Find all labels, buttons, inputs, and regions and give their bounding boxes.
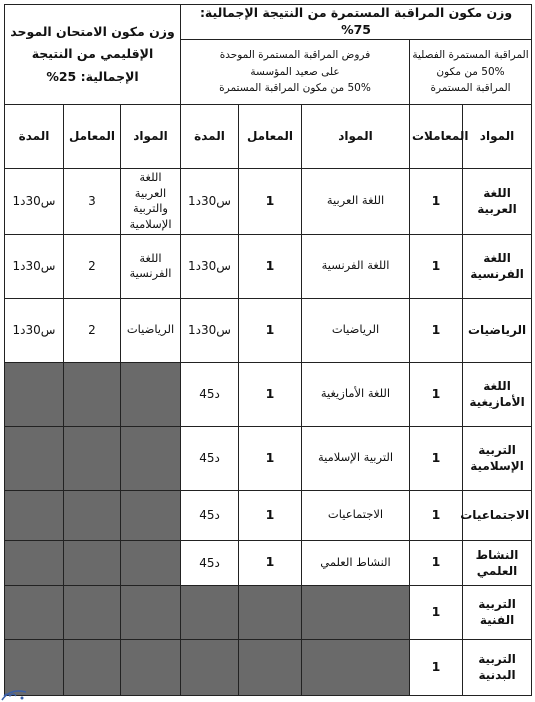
shaded-cell — [64, 426, 121, 490]
subject-cell: التربية الإسلامية — [463, 426, 532, 490]
col-regional-coefficient: المعامل — [64, 104, 121, 168]
unified-coef-cell: 1 — [239, 362, 302, 426]
shaded-cell — [5, 362, 64, 426]
subject-cell: التربية الفنية — [463, 585, 532, 639]
unified-subject-cell: اللغة الفرنسية — [302, 234, 410, 298]
shaded-cell — [302, 585, 410, 639]
shaded-cell — [64, 639, 121, 695]
table-row — [5, 168, 532, 234]
shaded-cell — [64, 585, 121, 639]
table-row — [5, 362, 532, 426]
shaded-cell — [121, 540, 181, 585]
periodic-coef-cell: 1 — [410, 234, 463, 298]
shaded-cell — [5, 540, 64, 585]
subject-cell: اللغة العربية — [463, 168, 532, 234]
unified-duration-cell: 1س30د — [181, 234, 239, 298]
shaded-cell — [64, 362, 121, 426]
regional-coef-cell: 2 — [64, 298, 121, 362]
shaded-cell — [5, 490, 64, 540]
shaded-cell — [302, 639, 410, 695]
subject-cell: النشاط العلمي — [463, 540, 532, 585]
col-regional-duration: المدة — [5, 104, 64, 168]
table-row — [5, 490, 532, 540]
unified-duration-cell: 45د — [181, 362, 239, 426]
shaded-cell — [64, 490, 121, 540]
unified-duration-cell: 45د — [181, 490, 239, 540]
periodic-coef-cell: 1 — [410, 490, 463, 540]
subject-cell: الرياضيات — [463, 298, 532, 362]
periodic-coef-cell: 1 — [410, 585, 463, 639]
shaded-cell — [239, 585, 302, 639]
regional-duration-cell: 1س30د — [5, 168, 64, 234]
table-row — [5, 540, 532, 585]
unified-coef-cell: 1 — [239, 298, 302, 362]
table-row — [5, 426, 532, 490]
shaded-cell — [121, 639, 181, 695]
unified-coef-cell: 1 — [239, 540, 302, 585]
regional-exam-header: وزن مكون الامتحان الموحد الإقليمي من النتيجة الإجمالية: 25% — [5, 5, 181, 105]
shaded-cell — [5, 585, 64, 639]
subject-cell: الاجتماعيات — [463, 490, 532, 540]
unified-duration-cell: 45د — [181, 540, 239, 585]
unified-coef-cell: 1 — [239, 426, 302, 490]
unified-subject-cell: الاجتماعيات — [302, 490, 410, 540]
shaded-cell — [64, 540, 121, 585]
periodic-coef-cell: 1 — [410, 298, 463, 362]
regional-duration-cell: 1س30د — [5, 298, 64, 362]
continuous-assessment-header: وزن مكون المراقبة المستمرة من النتيجة الإجمالية: 75% — [181, 5, 532, 40]
regional-coef-cell: 2 — [64, 234, 121, 298]
unified-coef-cell: 1 — [239, 490, 302, 540]
col-unified-duration: المدة — [181, 104, 239, 168]
subject-cell: اللغة الفرنسية — [463, 234, 532, 298]
table-row — [5, 298, 532, 362]
subject-cell: اللغة الأمازيغية — [463, 362, 532, 426]
unified-subject-cell: التربية الإسلامية — [302, 426, 410, 490]
shaded-cell — [121, 362, 181, 426]
unified-subject-cell: اللغة العربية — [302, 168, 410, 234]
col-unified-subjects: المواد — [302, 104, 410, 168]
shaded-cell — [121, 585, 181, 639]
shaded-cell — [121, 426, 181, 490]
col-unified-coefficient: المعامل — [239, 104, 302, 168]
periodic-coef-cell: 1 — [410, 426, 463, 490]
table-row — [5, 639, 532, 695]
periodic-assessment-header: المراقبة المستمرة الفصلية 50% من مكون المراقبة المستمرة — [410, 39, 532, 104]
unified-subject-cell: اللغة الأمازيغية — [302, 362, 410, 426]
unified-duration-cell: 1س30د — [181, 168, 239, 234]
periodic-coef-cell: 1 — [410, 168, 463, 234]
shaded-cell — [121, 490, 181, 540]
shaded-cell — [239, 639, 302, 695]
unified-coef-cell: 1 — [239, 168, 302, 234]
unified-duration-cell: 45د — [181, 426, 239, 490]
regional-subject-cell: اللغة الفرنسية — [121, 234, 181, 298]
regional-coef-cell: 3 — [64, 168, 121, 234]
assessment-table — [4, 4, 532, 696]
shaded-cell — [5, 426, 64, 490]
unified-duration-cell: 1س30د — [181, 298, 239, 362]
table-row — [5, 234, 532, 298]
shaded-cell — [181, 585, 239, 639]
periodic-coef-cell: 1 — [410, 362, 463, 426]
unified-tests-header: فروض المراقبة المستمرة الموحدة على صعيد المؤسسة 50% من مكون المراقبة المستمرة — [181, 39, 410, 104]
subject-cell: التربية البدنية — [463, 639, 532, 695]
regional-duration-cell: 1س30د — [5, 234, 64, 298]
periodic-coef-cell: 1 — [410, 639, 463, 695]
unified-subject-cell: النشاط العلمي — [302, 540, 410, 585]
col-periodic-subjects: المواد — [463, 104, 532, 168]
regional-subject-cell: الرياضيات — [121, 298, 181, 362]
unified-subject-cell: الرياضيات — [302, 298, 410, 362]
stamp-fragment-icon — [0, 674, 30, 702]
table-row — [5, 585, 532, 639]
shaded-cell — [181, 639, 239, 695]
regional-subject-cell: اللغة العربية والتربية الإسلامية — [121, 168, 181, 234]
unified-coef-cell: 1 — [239, 234, 302, 298]
col-periodic-coefficients: المعاملات — [410, 104, 463, 168]
col-regional-subjects: المواد — [121, 104, 181, 168]
periodic-coef-cell: 1 — [410, 540, 463, 585]
